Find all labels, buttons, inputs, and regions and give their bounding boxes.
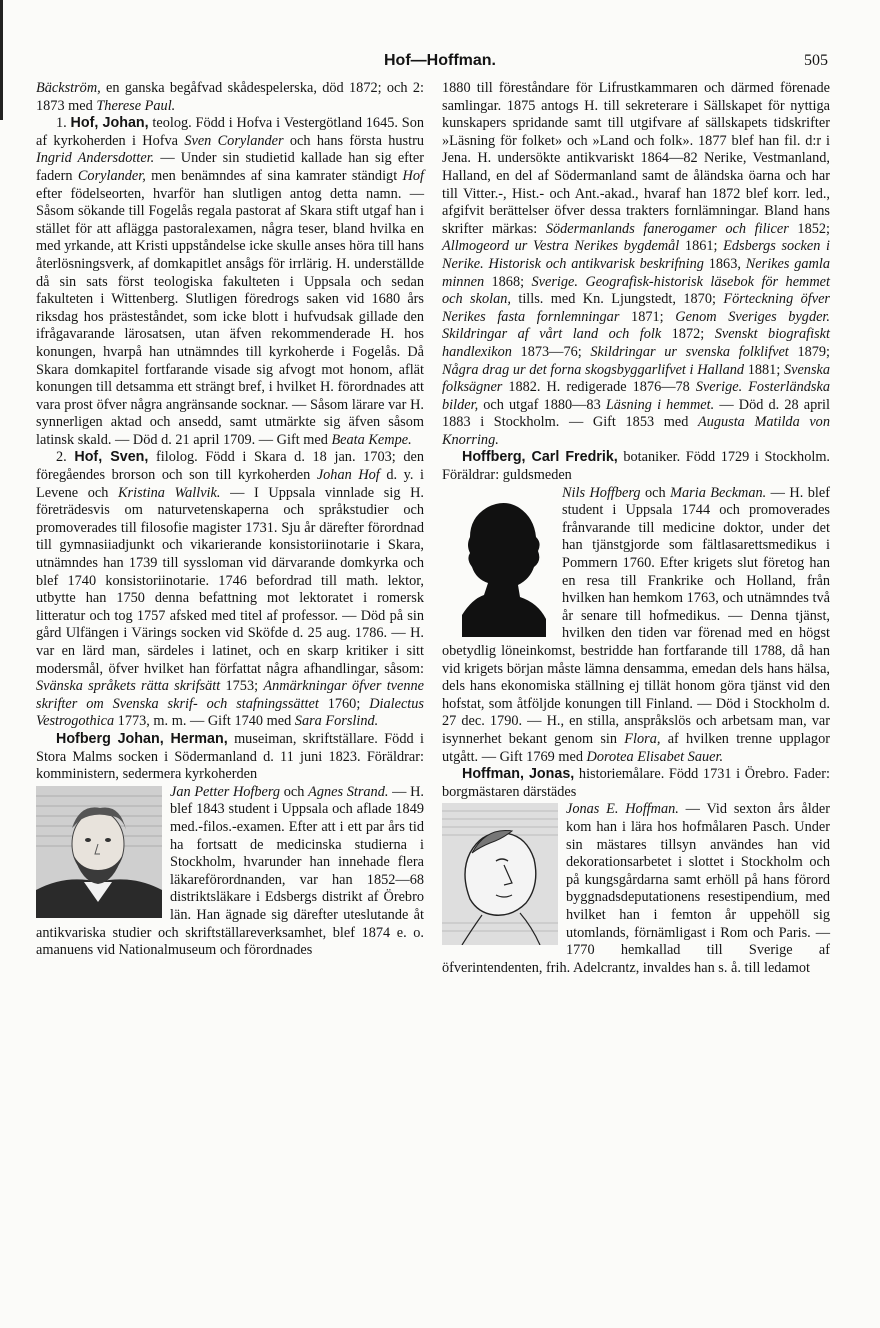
- running-title: Hof—Hoffman.: [384, 52, 496, 69]
- sketch-portrait-hoffman: [442, 803, 558, 945]
- left-column: [36, 80, 424, 960]
- entry-continuation: Bäckström, en ganska begåfvad skådespelerska, död 1872; och 2: 1873 med Therese Paul.: [36, 80, 424, 114]
- entry-heading: Hoffberg, Carl Fredrik,: [462, 449, 618, 466]
- right-column: [442, 80, 830, 977]
- entry-hoffberg-carl-fredrik: Hoffberg, Carl Fredrik, botaniker. Född 1729 i Stockholm. Föräldrar: guldsmeden: [442, 449, 831, 484]
- entry-hofberg-continuation: 1880 till föreståndare för Lifrustkammaren och därmed förenade samlingar. 1875 antogs H. till sekreterare i Sällskapet för nyttiga kunskapers spridande samt till utgifvare af sällskapets tidskrifter »Läsning för folket» och »Land och folk». 1877 blef han fil. d:r i Jena. H. undersökte antikvariskt 1864—82 Nerike, Vestmanland, Halland, en del af Södermanland samt de åländska öarna och har till Vitter.-, Hist.- och Ant.-akad., hvaraf han 1872 blef korr. led., afgifvit berättelser öfver dessa trakters fornlämningar. Bland hans skrifter märkas: Södermanlands fanerogamer och filicer 1852; Allmogeord ur Vestra Nerikes bygdemål 1861; Edsbergs socken i Nerike. Historisk och antikvarisk beskrifning 1863, Nerikes gamla minnen 1868; Sverige. Geografisk-historisk läsebok för hemmet och skolan, tills. med Kn. Ljungstedt, 1870; Förteckning öfver Nerikes fasta fornlemningar 1871; Genom Sveriges bygder. Skildringar af vårt land och folk 1872; Svenskt biografiskt handlexikon 1873—76; Skildringar ur svenska folklifvet 1879; Några drag ur det forna skogsbyggarlifvet i Halland 1881; Svenska folksägner 1882. H. redigerade 1876—78 Sverige. Fosterländska bilder, och utgaf 1880—83 Läsning i hemmet. — Död d. 28 april 1883 i Stockholm. — Gift 1853 med Augusta Matilda von Knorring.: [442, 80, 831, 448]
- page-number: 505: [804, 52, 828, 69]
- entry-heading: Hofberg Johan, Herman,: [56, 730, 228, 747]
- portrait-engraving-hofberg: [36, 786, 162, 918]
- entry-hof-johan: 1. Hof, Johan, teolog. Född i Hofva i Vestergötland 1645. Son af kyrkoherden i Hofva Sven Corylander och hans första hustru Ingrid Andersdotter. — Under sin studietid kallade han sig efter fadern Corylander, men benämndes af sina kamrater ständigt Hof efter födelseorten, hvarför han slutligen antog detta namn. — Såsom sökande till Fogelås regala pastorat af Skara stift utgaf han i stället för att aflägga pastoralexamen, några teser, bland hvilka en med yrkande, att Kristi uppståndelse icke skulle anses höra till hans återlösningsverk, af domkapitlet ansågs för irrlärig. H. underställde då sin sats först teologiska fakulteten i Uppsala och sedan fakulteten i Wittenberg. Slutligen föredrogs saken vid 1680 års riksdag hos prästeståndet, som icke blott i hufvudsak gillade den ifrågavarande lärosatsen, utan äfven rekommenderade H. hos konungen, hvarpå han utnämndes till kyrkoherde i Fogelås. Då Skara domkapitel fortfarande visade sig afvogt mot honom, aflät konungen till detsamma ett strängt bref, i hvilket H. förordnades att vara prost öfver några angränsande socknar. — Såsom lärare var H. synnerligen aktad och ansedd, samt utmärkte sig äfven såsom latinsk skald. — Död d. 21 april 1709. — Gift med Beata Kempe.: [36, 115, 425, 448]
- page-header: [0, 52, 880, 76]
- entry-heading: Hoffman, Jonas,: [462, 766, 575, 783]
- entry-hoffman-body: Jonas E. Hoffman. — Vid sexton års ålder kom han i lära hos hofmålaren Pasch. Under sin mästares tillsyn användes han vid dekorationsarbetet i slottet i Stockholm och på kungsgårdarna samt erhöll på hans förord byggnadsdeputationens resestipendium, med hvilket han i femton år uppehöll sig utomlands, förnämligast i Rom och Paris. — 1770 hemkallad till Sverige af öfverintendenten, frih. Adelcrantz, invaldes han s. å. till ledamot: [442, 801, 830, 976]
- entry-heading: Hof, Johan,: [70, 115, 149, 132]
- entry-hof-sven: 2. Hof, Sven, filolog. Född i Skara d. 18 jan. 1703; den föregåendes brorson och son till kyrkoherden Johan Hof d. y. i Levene och Kristina Wallvik. — I Uppsala vinnlade sig H. företrädesvis om naturvetenskaperna och språkstudier och promoverades till filosofie magister 1731. Sju år därefter förordnad till gymnasiiadjunkt och vikarierande konsistoriinotarie i Skara, utnämndes han 1739 till syssloman vid därvarande domkyrka och blef 1740 konsistoriinotarie. 1746 befordrad till math. lektor, utbytte han 1750 denna befattning mot lektoratet i romersk litteratur och tog 1757 afsked med titel af professor. — Död på sin gård Ulfängen i Värings socken vid Sköfde d. 25 aug. 1786. — H. var en lärd man, särdeles i latinet, och en skarp kritiker i sitt modersmål, öfver hvilket han författat några afhandlingar, såsom: Svänska språkets rätta skrifsätt 1753; Anmärkningar öfver tvenne skrifter om Svenska skrif- och stafningssättet 1760; Dialectus Vestrogothica 1773, m. m. — Gift 1740 med Sara Forslind.: [36, 449, 425, 730]
- entry-hoffberg-body: Nils Hoffberg och Maria Beckman. — H. blef student i Uppsala 1744 och promoverades frånvarande till medicine doktor, under det han tjänstgjorde som fältlasarettsmedikus i Pommern 1760. Efter krigets slut företog han en resa till Frankrike och Holland, från hvilken han hemkom 1763, och utnämndes två år senare till hofmedikus. — Denna tjänst, hvilken den tiden var förenad med en högst obetydlig löneinkomst, bestridde han fortfarande till 1788, då han vid krigets början måste lämna densamma, emedan dels hans hälsa, dels hans ekonomiska ställning ej tillät honom göra tjänst vid den hofstat, som åtföljde konungen till Finland. — Död i Stockholm d. 27 dec. 1790. — H., en stilla, anspråkslös och arbetsam man, var isynnerhet bekant genom sin Flora, af hvilken trenne upplagor utgått. — Gift 1769 med Dorotea Elisabet Sauer.: [442, 484, 830, 765]
- entry-heading: Hof, Sven,: [74, 449, 149, 466]
- entry-hofberg-johan-herman: Hofberg Johan, Herman, museiman, skriftställare. Född i Stora Malms socken i Södermanland d. 11 juni 1823. Föräldrar: komministern, sedermera kyrkoherden: [36, 730, 424, 783]
- entry-hofberg-body: Jan Petter Hofberg och Agnes Strand. — H. blef 1843 student i Uppsala och aflade 1849 med.-filos.-examen. Efter att i ett par års tid ha fortsatt de medicinska studierna i Stockholm, hvarunder han innehade flera läkareförordnanden, var han 1852—68 distriktsläkare i Edsbergs distrikt af Örebro län. Han ägnade sig därefter uteslutande åt antikvariska studier och skriftställareverksamhet, blef 1874 e. o. amanuens vid Nationalmuseum och förordnades: [36, 783, 424, 959]
- entry-hoffman-jonas: Hoffman, Jonas, historiemålare. Född 1731 i Örebro. Fader: borgmästaren därstädes: [442, 766, 830, 800]
- silhouette-portrait-hoffberg: [442, 487, 554, 637]
